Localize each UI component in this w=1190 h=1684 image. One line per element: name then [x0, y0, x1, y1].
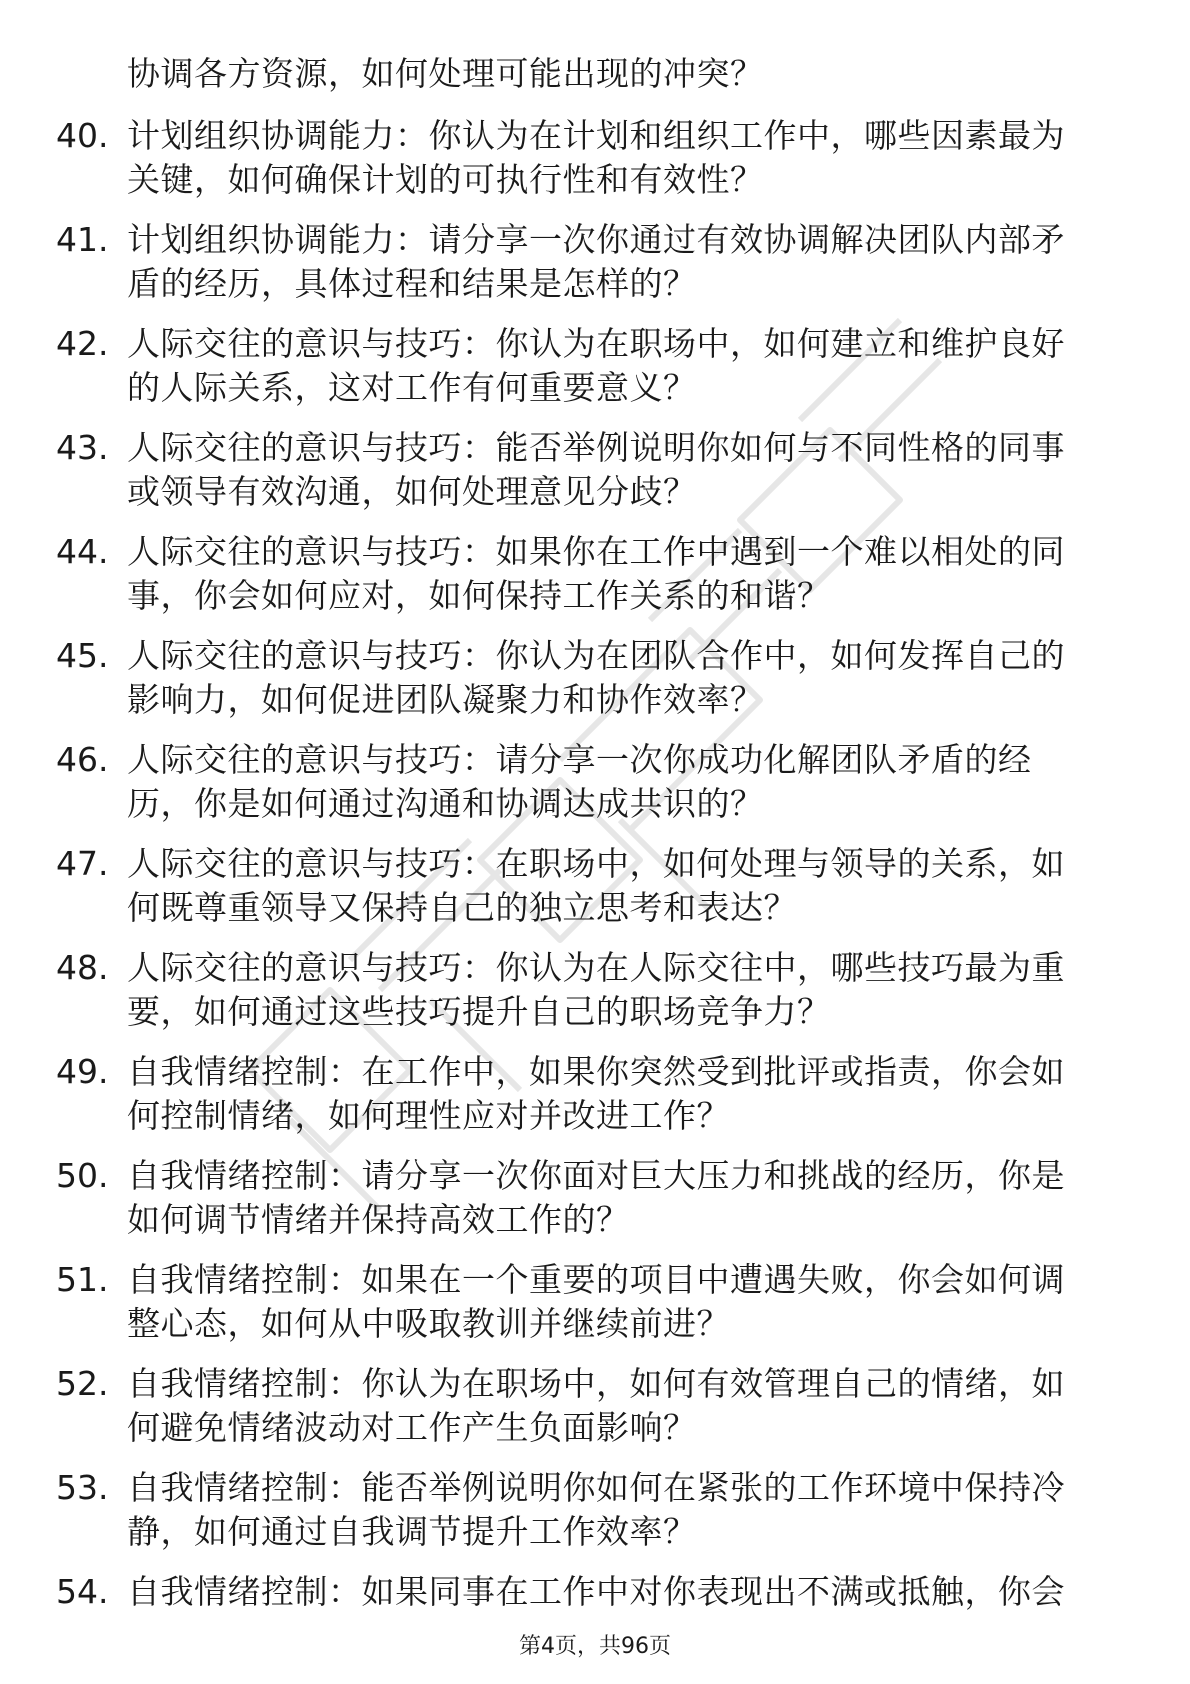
list-item [0, 530, 1190, 634]
question-number: 51. [56, 1260, 109, 1299]
question-number: 52. [56, 1364, 109, 1403]
question-text-line2: 整心态，如何从中吸取教训并继续前进？ [127, 1304, 730, 1343]
page-footer: 第4页，共96页 [519, 1634, 671, 1659]
question-text-line2: 或领导有效沟通，如何处理意见分歧？ [127, 472, 697, 511]
continued-question-text: 协调各方资源，如何处理可能出现的冲突？ [127, 54, 764, 93]
question-list [0, 114, 1190, 1674]
list-item [0, 946, 1190, 1050]
question-text-line2: 静，如何通过自我调节提升工作效率？ [127, 1512, 697, 1551]
list-item [0, 114, 1190, 218]
list-item [0, 1466, 1190, 1570]
question-text-line1: 人际交往的意识与技巧：在职场中，如何处理与领导的关系，如 [127, 844, 1065, 883]
list-item [0, 322, 1190, 426]
question-text-line1: 人际交往的意识与技巧：你认为在职场中，如何建立和维护良好 [127, 324, 1065, 363]
question-text-line2: 盾的经历，具体过程和结果是怎样的？ [127, 264, 697, 303]
question-number: 42. [56, 324, 109, 363]
question-text-line1: 自我情绪控制：如果在一个重要的项目中遭遇失败，你会如何调 [127, 1260, 1065, 1299]
question-text-line2: 的人际关系，这对工作有何重要意义？ [127, 368, 697, 407]
list-item [0, 1154, 1190, 1258]
question-number: 47. [56, 844, 109, 883]
question-number: 50. [56, 1156, 109, 1195]
question-number: 40. [56, 116, 109, 155]
question-text-line2: 何控制情绪，如何理性应对并改进工作？ [127, 1096, 730, 1135]
question-text-line1: 自我情绪控制：你认为在职场中，如何有效管理自己的情绪，如 [127, 1364, 1065, 1403]
question-text-line1: 自我情绪控制：在工作中，如果你突然受到批评或指责，你会如 [127, 1052, 1065, 1091]
question-text-line1: 自我情绪控制：如果同事在工作中对你表现出不满或抵触，你会 [127, 1572, 1065, 1611]
question-number: 53. [56, 1468, 109, 1507]
question-text-line1: 自我情绪控制：请分享一次你面对巨大压力和挑战的经历，你是 [127, 1156, 1065, 1195]
question-text-line2: 要，如何通过这些技巧提升自己的职场竞争力？ [127, 992, 831, 1031]
list-item [0, 218, 1190, 322]
question-text-line1: 人际交往的意识与技巧：能否举例说明你如何与不同性格的同事 [127, 428, 1065, 467]
question-text-line2: 何避免情绪波动对工作产生负面影响？ [127, 1408, 697, 1447]
question-number: 54. [56, 1572, 109, 1611]
question-text-line2: 事，你会如何应对，如何保持工作关系的和谐？ [127, 576, 831, 615]
list-item [0, 634, 1190, 738]
list-item [0, 1258, 1190, 1362]
question-text-line2: 如何调节情绪并保持高效工作的？ [127, 1200, 630, 1239]
question-text-line1: 计划组织协调能力：请分享一次你通过有效协调解决团队内部矛 [127, 220, 1065, 259]
question-text-line2: 关键，如何确保计划的可执行性和有效性？ [127, 160, 764, 199]
question-text-line1: 人际交往的意识与技巧：你认为在团队合作中，如何发挥自己的 [127, 636, 1065, 675]
question-text-line1: 人际交往的意识与技巧：你认为在人际交往中，哪些技巧最为重 [127, 948, 1065, 987]
question-number: 43. [56, 428, 109, 467]
question-number: 49. [56, 1052, 109, 1091]
question-text-line1: 人际交往的意识与技巧：如果你在工作中遇到一个难以相处的同 [127, 532, 1065, 571]
question-text-line2: 何既尊重领导又保持自己的独立思考和表达？ [127, 888, 797, 927]
question-text-line1: 人际交往的意识与技巧：请分享一次你成功化解团队矛盾的经 [127, 740, 1032, 779]
question-number: 48. [56, 948, 109, 987]
list-item [0, 1362, 1190, 1466]
question-text-line2: 历，你是如何通过沟通和协调达成共识的？ [127, 784, 764, 823]
question-number: 44. [56, 532, 109, 571]
list-item [0, 738, 1190, 842]
question-text-line1: 自我情绪控制：能否举例说明你如何在紧张的工作环境中保持冷 [127, 1468, 1065, 1507]
list-item [0, 842, 1190, 946]
question-number: 41. [56, 220, 109, 259]
question-text-line1: 计划组织协调能力：你认为在计划和组织工作中，哪些因素最为 [127, 116, 1065, 155]
question-text-line2: 影响力，如何促进团队凝聚力和协作效率？ [127, 680, 764, 719]
list-item [0, 1050, 1190, 1154]
list-item [0, 426, 1190, 530]
question-number: 46. [56, 740, 109, 779]
question-number: 45. [56, 636, 109, 675]
